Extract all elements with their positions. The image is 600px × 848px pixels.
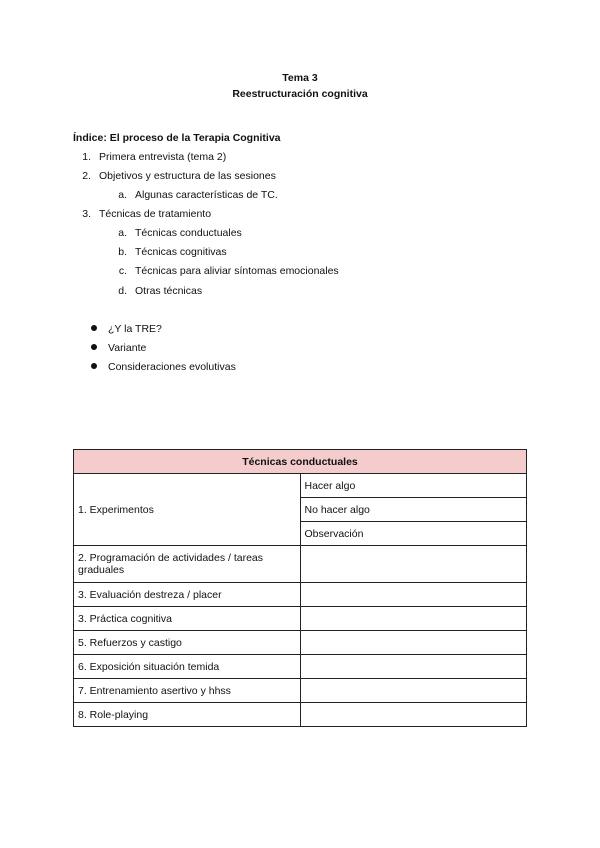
- table-row: [74, 703, 527, 727]
- table-row: [74, 607, 527, 631]
- index-subitem: a. Algunas características de TC.: [118, 189, 278, 201]
- table-cell: 7. Entrenamiento asertivo y hhss: [74, 679, 301, 703]
- index-item: 2. Objetivos y estructura de las sesiones: [82, 170, 276, 182]
- table-row: [74, 546, 527, 583]
- table-cell-empty: [300, 703, 527, 727]
- topic-number: Tema 3: [282, 72, 318, 84]
- bullet-item: Variante: [91, 342, 146, 354]
- table-cell-empty: [300, 546, 527, 583]
- table-cell: Observación: [300, 522, 527, 546]
- table-cell: 3. Práctica cognitiva: [74, 607, 301, 631]
- table-cell: 3. Evaluación destreza / placer: [74, 583, 301, 607]
- table-row: [74, 583, 527, 607]
- table-cell-empty: [300, 583, 527, 607]
- table-cell: 8. Role-playing: [74, 703, 301, 727]
- table-cell-empty: [300, 655, 527, 679]
- table-header: Técnicas conductuales: [74, 450, 527, 474]
- table-cell: No hacer algo: [300, 498, 527, 522]
- bullet-dot: [91, 325, 97, 331]
- table-row: [74, 631, 527, 655]
- table-row: [74, 474, 527, 498]
- table-cell-empty: [300, 607, 527, 631]
- index-subitem: d. Otras técnicas: [118, 285, 203, 297]
- table-cell: 5. Refuerzos y castigo: [74, 631, 301, 655]
- bullet-dot: [91, 363, 97, 369]
- table-row: [74, 655, 527, 679]
- index-subitem: b. Técnicas cognitivas: [118, 246, 227, 258]
- topic-title: Reestructuración cognitiva: [232, 88, 368, 100]
- bullet-item: Consideraciones evolutivas: [91, 361, 236, 373]
- techniques-table: [73, 449, 527, 727]
- table-cell: 6. Exposición situación temida: [74, 655, 301, 679]
- table-cell: Hacer algo: [300, 474, 527, 498]
- table-cell: 1. Experimentos: [74, 474, 301, 546]
- table-row: [74, 679, 527, 703]
- index-heading: Índice: El proceso de la Terapia Cognitiva: [73, 132, 281, 144]
- table-cell-empty: [300, 631, 527, 655]
- index-subitem: c. Técnicas para aliviar síntomas emocionales: [118, 265, 339, 277]
- table-cell: 2. Programación de actividades / tareas graduales: [74, 546, 301, 583]
- index-subitem: a. Técnicas conductuales: [118, 227, 242, 239]
- bullet-dot: [91, 344, 97, 350]
- table-cell-empty: [300, 679, 527, 703]
- index-item: 1. Primera entrevista (tema 2): [82, 151, 227, 163]
- index-item: 3. Técnicas de tratamiento: [82, 208, 212, 220]
- bullet-item: ¿Y la TRE?: [91, 323, 162, 335]
